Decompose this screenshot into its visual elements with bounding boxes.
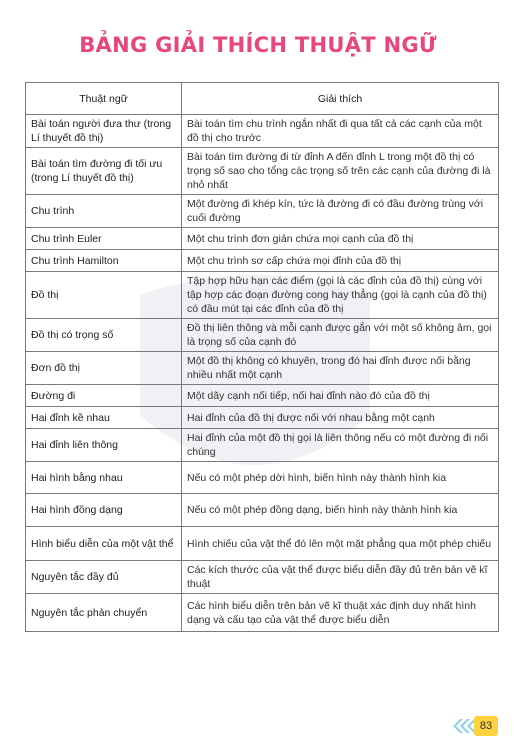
- term-cell: Chu trình Euler: [26, 228, 182, 250]
- table-row: [26, 385, 499, 407]
- term-cell: Hai đỉnh liên thông: [26, 429, 182, 462]
- table-row: [26, 115, 499, 148]
- table-row: [26, 148, 499, 195]
- header-term: Thuật ngữ: [26, 83, 182, 115]
- table-header-row: [26, 83, 499, 115]
- definition-cell: Đồ thị liên thông và mỗi cạnh được gắn với một số không âm, gọi là trọng số của cạnh đó: [182, 319, 499, 352]
- term-cell: Hai hình đồng dạng: [26, 494, 182, 527]
- term-cell: Hai hình bằng nhau: [26, 462, 182, 494]
- table-row: [26, 319, 499, 352]
- definition-cell: Các hình biểu diễn trên bản vẽ kĩ thuật xác định duy nhất hình dạng và cấu tạo của vật thể được biểu diễn: [182, 594, 499, 632]
- term-cell: Bài toán tìm đường đi tối ưu (trong Lí thuyết đồ thị): [26, 148, 182, 195]
- table-row: [26, 228, 499, 250]
- table-row: [26, 494, 499, 527]
- table-row: [26, 195, 499, 228]
- term-cell: Đồ thị có trọng số: [26, 319, 182, 352]
- definition-cell: Hai đỉnh của đồ thị được nối với nhau bằng một cạnh: [182, 407, 499, 429]
- page-number: 83: [474, 716, 498, 736]
- term-cell: Chu trình Hamilton: [26, 250, 182, 272]
- definition-cell: Bài toán tìm chu trình ngắn nhất đi qua tất cả các cạnh của một đồ thị cho trước: [182, 115, 499, 148]
- term-cell: Bài toán người đưa thư (trong Lí thuyết đồ thị): [26, 115, 182, 148]
- definition-cell: Các kích thước của vật thể được biểu diễn đầy đủ trên bản vẽ kĩ thuật: [182, 561, 499, 594]
- definition-cell: Một dãy cạnh nối tiếp, nối hai đỉnh nào đó của đồ thị: [182, 385, 499, 407]
- table-row: [26, 352, 499, 385]
- definition-cell: Nếu có một phép đồng dạng, biến hình này thành hình kia: [182, 494, 499, 527]
- table-row: [26, 462, 499, 494]
- definition-cell: Một chu trình đơn giản chứa mọi cạnh của đồ thị: [182, 228, 499, 250]
- definition-cell: Một chu trình sơ cấp chứa mọi đỉnh của đồ thị: [182, 250, 499, 272]
- term-cell: Nguyên tắc đầy đủ: [26, 561, 182, 594]
- definition-cell: Hai đỉnh của một đồ thị gọi là liên thông nếu có một đường đi nối chúng: [182, 429, 499, 462]
- definition-cell: Một đường đi khép kín, tức là đường đi có đầu đường trùng với cuối đường: [182, 195, 499, 228]
- term-cell: Hai đỉnh kề nhau: [26, 407, 182, 429]
- table-row: [26, 407, 499, 429]
- term-cell: Chu trình: [26, 195, 182, 228]
- term-cell: Đơn đồ thị: [26, 352, 182, 385]
- term-cell: Đường đi: [26, 385, 182, 407]
- definition-cell: Hình chiếu của vật thể đó lên một mặt phẳng qua một phép chiếu: [182, 527, 499, 561]
- definition-cell: Một đồ thị không có khuyên, trong đó hai đỉnh được nối bằng nhiều nhất một cạnh: [182, 352, 499, 385]
- table-row: [26, 594, 499, 632]
- table-row: [26, 250, 499, 272]
- page-title: BẢNG GIẢI THÍCH THUẬT NGỮ: [79, 33, 437, 57]
- definition-cell: Nếu có một phép dời hình, biến hình này thành hình kia: [182, 462, 499, 494]
- header-definition: Giải thích: [182, 83, 499, 115]
- definition-cell: Tập hợp hữu hạn các điểm (gọi là các đỉnh của đồ thị) cùng với tập hợp các đoạn đường cong hay thẳng (gọi là cạnh của đồ thị) có đầu mút tại các đỉnh của đồ thị: [182, 272, 499, 319]
- glossary-table: [25, 82, 499, 632]
- table-row: [26, 561, 499, 594]
- table-row: [26, 429, 499, 462]
- term-cell: Đồ thị: [26, 272, 182, 319]
- term-cell: Hình biểu diễn của một vật thể: [26, 527, 182, 561]
- definition-cell: Bài toán tìm đường đi từ đỉnh A đến đỉnh L trong một đồ thị có trọng số sao cho tổng các trọng số trên các cạnh của đường đi là nhỏ nhất: [182, 148, 499, 195]
- table-row: [26, 272, 499, 319]
- term-cell: Nguyên tắc phản chuyển: [26, 594, 182, 632]
- table-row: [26, 527, 499, 561]
